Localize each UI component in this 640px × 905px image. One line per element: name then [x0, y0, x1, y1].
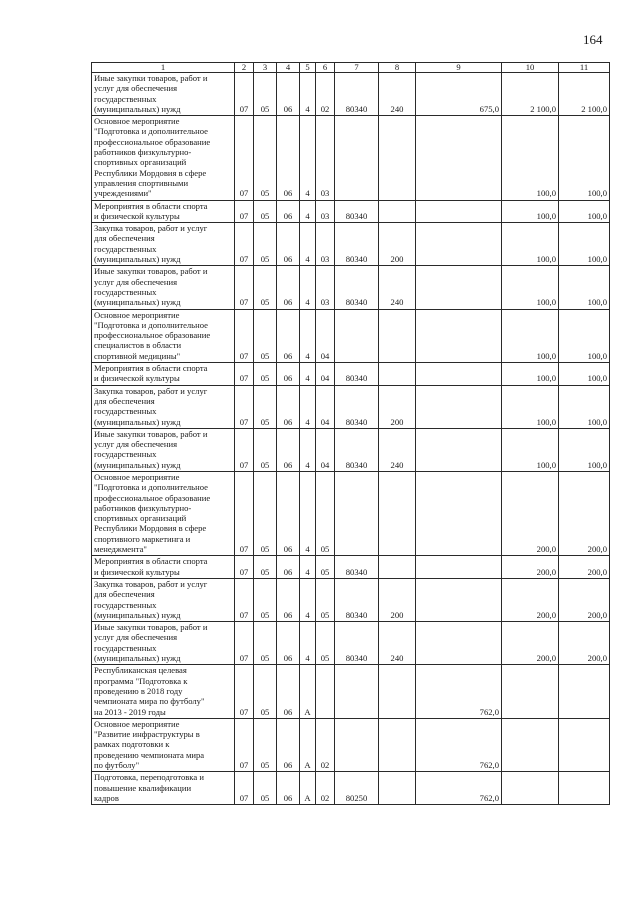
amount-cell: [559, 718, 610, 771]
code-cell: [335, 718, 379, 771]
row-name-cell: Мероприятия в области спорта и физической культуры: [92, 200, 235, 223]
code-cell: 200: [379, 578, 416, 621]
amount-cell: 762,0: [416, 772, 502, 805]
amount-cell: 200,0: [559, 471, 610, 555]
code-cell: 05: [254, 772, 277, 805]
code-cell: 05: [254, 266, 277, 309]
table-body: [92, 63, 610, 805]
column-header: 5: [300, 63, 316, 73]
code-cell: 06: [277, 116, 300, 200]
row-name-cell: Подготовка, переподготовка и повышение квалификации кадров: [92, 772, 235, 805]
code-cell: 07: [235, 718, 254, 771]
row-name-cell: Основное мероприятие "Подготовка и дополнительное профессиональное образование работников физкультурно- спортивных организаций Республики Мордовия в сфере спортивного маркетинга и менеджмента": [92, 471, 235, 555]
amount-cell: 100,0: [559, 116, 610, 200]
row-name-cell: Закупка товаров, работ и услуг для обеспечения государственных (муниципальных) нужд: [92, 385, 235, 428]
code-cell: 80340: [335, 556, 379, 579]
column-header: 9: [416, 63, 502, 73]
code-cell: 07: [235, 309, 254, 362]
amount-cell: 100,0: [559, 200, 610, 223]
amount-cell: 100,0: [559, 223, 610, 266]
amount-cell: [416, 266, 502, 309]
row-name-cell: Закупка товаров, работ и услуг для обеспечения государственных (муниципальных) нужд: [92, 578, 235, 621]
code-cell: А: [300, 718, 316, 771]
amount-cell: [416, 385, 502, 428]
code-cell: 80340: [335, 578, 379, 621]
code-cell: 80340: [335, 385, 379, 428]
code-cell: 05: [254, 428, 277, 471]
amount-cell: [502, 665, 559, 718]
column-header: 6: [316, 63, 335, 73]
column-header: 8: [379, 63, 416, 73]
table-row: [92, 428, 610, 471]
amount-cell: [416, 116, 502, 200]
amount-cell: 100,0: [502, 385, 559, 428]
code-cell: 05: [254, 622, 277, 665]
amount-cell: [559, 665, 610, 718]
amount-cell: 100,0: [559, 385, 610, 428]
table-row: [92, 718, 610, 771]
code-cell: 200: [379, 223, 416, 266]
column-header: 2: [235, 63, 254, 73]
code-cell: 07: [235, 116, 254, 200]
code-cell: 02: [316, 718, 335, 771]
table-row: [92, 772, 610, 805]
amount-cell: [416, 428, 502, 471]
amount-cell: 200,0: [502, 578, 559, 621]
code-cell: 05: [254, 116, 277, 200]
code-cell: [335, 471, 379, 555]
code-cell: 03: [316, 116, 335, 200]
code-cell: 05: [254, 363, 277, 386]
amount-cell: [416, 622, 502, 665]
row-name-cell: Закупка товаров, работ и услуг для обеспечения государственных (муниципальных) нужд: [92, 223, 235, 266]
amount-cell: 100,0: [502, 309, 559, 362]
code-cell: [335, 665, 379, 718]
code-cell: 07: [235, 428, 254, 471]
amount-cell: 100,0: [502, 200, 559, 223]
amount-cell: [416, 223, 502, 266]
code-cell: 06: [277, 266, 300, 309]
code-cell: 4: [300, 428, 316, 471]
code-cell: 07: [235, 622, 254, 665]
amount-cell: 2 100,0: [502, 73, 559, 116]
amount-cell: [416, 363, 502, 386]
code-cell: 04: [316, 385, 335, 428]
amount-cell: 200,0: [559, 622, 610, 665]
code-cell: 06: [277, 622, 300, 665]
code-cell: 06: [277, 73, 300, 116]
table-row: [92, 116, 610, 200]
code-cell: 05: [254, 385, 277, 428]
code-cell: 07: [235, 578, 254, 621]
code-cell: 06: [277, 309, 300, 362]
code-cell: 06: [277, 578, 300, 621]
code-cell: 240: [379, 266, 416, 309]
code-cell: 4: [300, 116, 316, 200]
code-cell: [316, 665, 335, 718]
amount-cell: [502, 772, 559, 805]
code-cell: 4: [300, 223, 316, 266]
code-cell: 4: [300, 363, 316, 386]
code-cell: 80340: [335, 223, 379, 266]
amount-cell: 100,0: [559, 363, 610, 386]
code-cell: [379, 665, 416, 718]
code-cell: 03: [316, 266, 335, 309]
code-cell: 07: [235, 200, 254, 223]
code-cell: 80340: [335, 363, 379, 386]
code-cell: 06: [277, 200, 300, 223]
code-cell: 80340: [335, 73, 379, 116]
row-name-cell: Мероприятия в области спорта и физической культуры: [92, 556, 235, 579]
code-cell: 02: [316, 73, 335, 116]
code-cell: 05: [316, 556, 335, 579]
column-header: 3: [254, 63, 277, 73]
amount-cell: 200,0: [502, 622, 559, 665]
code-cell: [379, 556, 416, 579]
code-cell: 4: [300, 385, 316, 428]
amount-cell: 200,0: [559, 556, 610, 579]
code-cell: 03: [316, 223, 335, 266]
row-name-cell: Мероприятия в области спорта и физической культуры: [92, 363, 235, 386]
code-cell: А: [300, 772, 316, 805]
code-cell: 03: [316, 200, 335, 223]
code-cell: 4: [300, 578, 316, 621]
code-cell: 06: [277, 718, 300, 771]
code-cell: 05: [316, 578, 335, 621]
code-cell: [379, 471, 416, 555]
code-cell: 06: [277, 428, 300, 471]
table-row: [92, 622, 610, 665]
table-row: [92, 363, 610, 386]
code-cell: 240: [379, 622, 416, 665]
row-name-cell: Основное мероприятие "Подготовка и дополнительное профессиональное образование работников физкультурно- спортивных организаций Республики Мордовия в сфере управления спортивными учреждениями": [92, 116, 235, 200]
code-cell: 4: [300, 309, 316, 362]
column-header: 1: [92, 63, 235, 73]
amount-cell: 100,0: [502, 266, 559, 309]
code-cell: 4: [300, 266, 316, 309]
code-cell: 80250: [335, 772, 379, 805]
code-cell: [379, 718, 416, 771]
code-cell: 07: [235, 665, 254, 718]
table-row: [92, 223, 610, 266]
code-cell: 80340: [335, 428, 379, 471]
table-row: [92, 309, 610, 362]
row-name-cell: Иные закупки товаров, работ и услуг для обеспечения государственных (муниципальных) нужд: [92, 73, 235, 116]
column-header: 10: [502, 63, 559, 73]
code-cell: 05: [254, 200, 277, 223]
code-cell: 07: [235, 363, 254, 386]
code-cell: 06: [277, 223, 300, 266]
code-cell: [379, 309, 416, 362]
row-name-cell: Основное мероприятие "Подготовка и дополнительное профессиональное образование специалистов в области спортивной медицины": [92, 309, 235, 362]
code-cell: 4: [300, 73, 316, 116]
code-cell: 240: [379, 428, 416, 471]
code-cell: 06: [277, 471, 300, 555]
code-cell: 4: [300, 622, 316, 665]
amount-cell: [416, 471, 502, 555]
code-cell: 05: [254, 556, 277, 579]
code-cell: 06: [277, 385, 300, 428]
amount-cell: [416, 309, 502, 362]
amount-cell: 762,0: [416, 665, 502, 718]
code-cell: 07: [235, 266, 254, 309]
amount-cell: [559, 772, 610, 805]
code-cell: 05: [316, 622, 335, 665]
row-name-cell: Иные закупки товаров, работ и услуг для обеспечения государственных (муниципальных) нужд: [92, 428, 235, 471]
code-cell: 04: [316, 309, 335, 362]
code-cell: 06: [277, 772, 300, 805]
table-row: [92, 471, 610, 555]
code-cell: 07: [235, 556, 254, 579]
amount-cell: 762,0: [416, 718, 502, 771]
row-name-cell: Республиканская целевая программа "Подготовка к проведению в 2018 году чемпионата мира по футболу" на 2013 - 2019 годы: [92, 665, 235, 718]
code-cell: 05: [254, 578, 277, 621]
code-cell: 05: [254, 73, 277, 116]
amount-cell: 200,0: [559, 578, 610, 621]
code-cell: 4: [300, 200, 316, 223]
code-cell: [335, 309, 379, 362]
table-row: [92, 556, 610, 579]
code-cell: 06: [277, 556, 300, 579]
column-header: 11: [559, 63, 610, 73]
amount-cell: 2 100,0: [559, 73, 610, 116]
table-header-row: [92, 63, 610, 73]
code-cell: [335, 116, 379, 200]
amount-cell: 100,0: [502, 223, 559, 266]
table-row: [92, 200, 610, 223]
amount-cell: 200,0: [502, 556, 559, 579]
code-cell: 05: [254, 718, 277, 771]
code-cell: [379, 200, 416, 223]
amount-cell: 100,0: [502, 116, 559, 200]
code-cell: 05: [254, 471, 277, 555]
code-cell: [379, 772, 416, 805]
code-cell: 80340: [335, 266, 379, 309]
amount-cell: [416, 556, 502, 579]
amount-cell: [416, 200, 502, 223]
code-cell: 05: [254, 223, 277, 266]
code-cell: 4: [300, 471, 316, 555]
row-name-cell: Иные закупки товаров, работ и услуг для обеспечения государственных (муниципальных) нужд: [92, 266, 235, 309]
amount-cell: 200,0: [502, 471, 559, 555]
code-cell: 07: [235, 73, 254, 116]
amount-cell: 100,0: [559, 266, 610, 309]
table-row: [92, 665, 610, 718]
column-header: 7: [335, 63, 379, 73]
code-cell: 04: [316, 428, 335, 471]
code-cell: 06: [277, 363, 300, 386]
amount-cell: 100,0: [559, 428, 610, 471]
amount-cell: [502, 718, 559, 771]
table-row: [92, 578, 610, 621]
code-cell: 200: [379, 385, 416, 428]
code-cell: 07: [235, 772, 254, 805]
code-cell: [379, 116, 416, 200]
code-cell: 05: [254, 665, 277, 718]
code-cell: 07: [235, 385, 254, 428]
page-number: 164: [583, 32, 603, 47]
amount-cell: 100,0: [502, 428, 559, 471]
code-cell: 04: [316, 363, 335, 386]
table-row: [92, 385, 610, 428]
code-cell: 07: [235, 223, 254, 266]
code-cell: 4: [300, 556, 316, 579]
code-cell: 06: [277, 665, 300, 718]
table-row: [92, 266, 610, 309]
row-name-cell: Основное мероприятие "Развитие инфраструктуры в рамках подготовки к проведению чемпионата мира по футболу": [92, 718, 235, 771]
code-cell: [379, 363, 416, 386]
table-row: [92, 73, 610, 116]
amount-cell: [416, 578, 502, 621]
code-cell: 02: [316, 772, 335, 805]
code-cell: 80340: [335, 200, 379, 223]
code-cell: А: [300, 665, 316, 718]
code-cell: 80340: [335, 622, 379, 665]
amount-cell: 100,0: [502, 363, 559, 386]
column-header: 4: [277, 63, 300, 73]
budget-table: [91, 62, 610, 805]
row-name-cell: Иные закупки товаров, работ и услуг для обеспечения государственных (муниципальных) нужд: [92, 622, 235, 665]
code-cell: 05: [316, 471, 335, 555]
code-cell: 240: [379, 73, 416, 116]
amount-cell: 100,0: [559, 309, 610, 362]
amount-cell: 675,0: [416, 73, 502, 116]
code-cell: 07: [235, 471, 254, 555]
code-cell: 05: [254, 309, 277, 362]
